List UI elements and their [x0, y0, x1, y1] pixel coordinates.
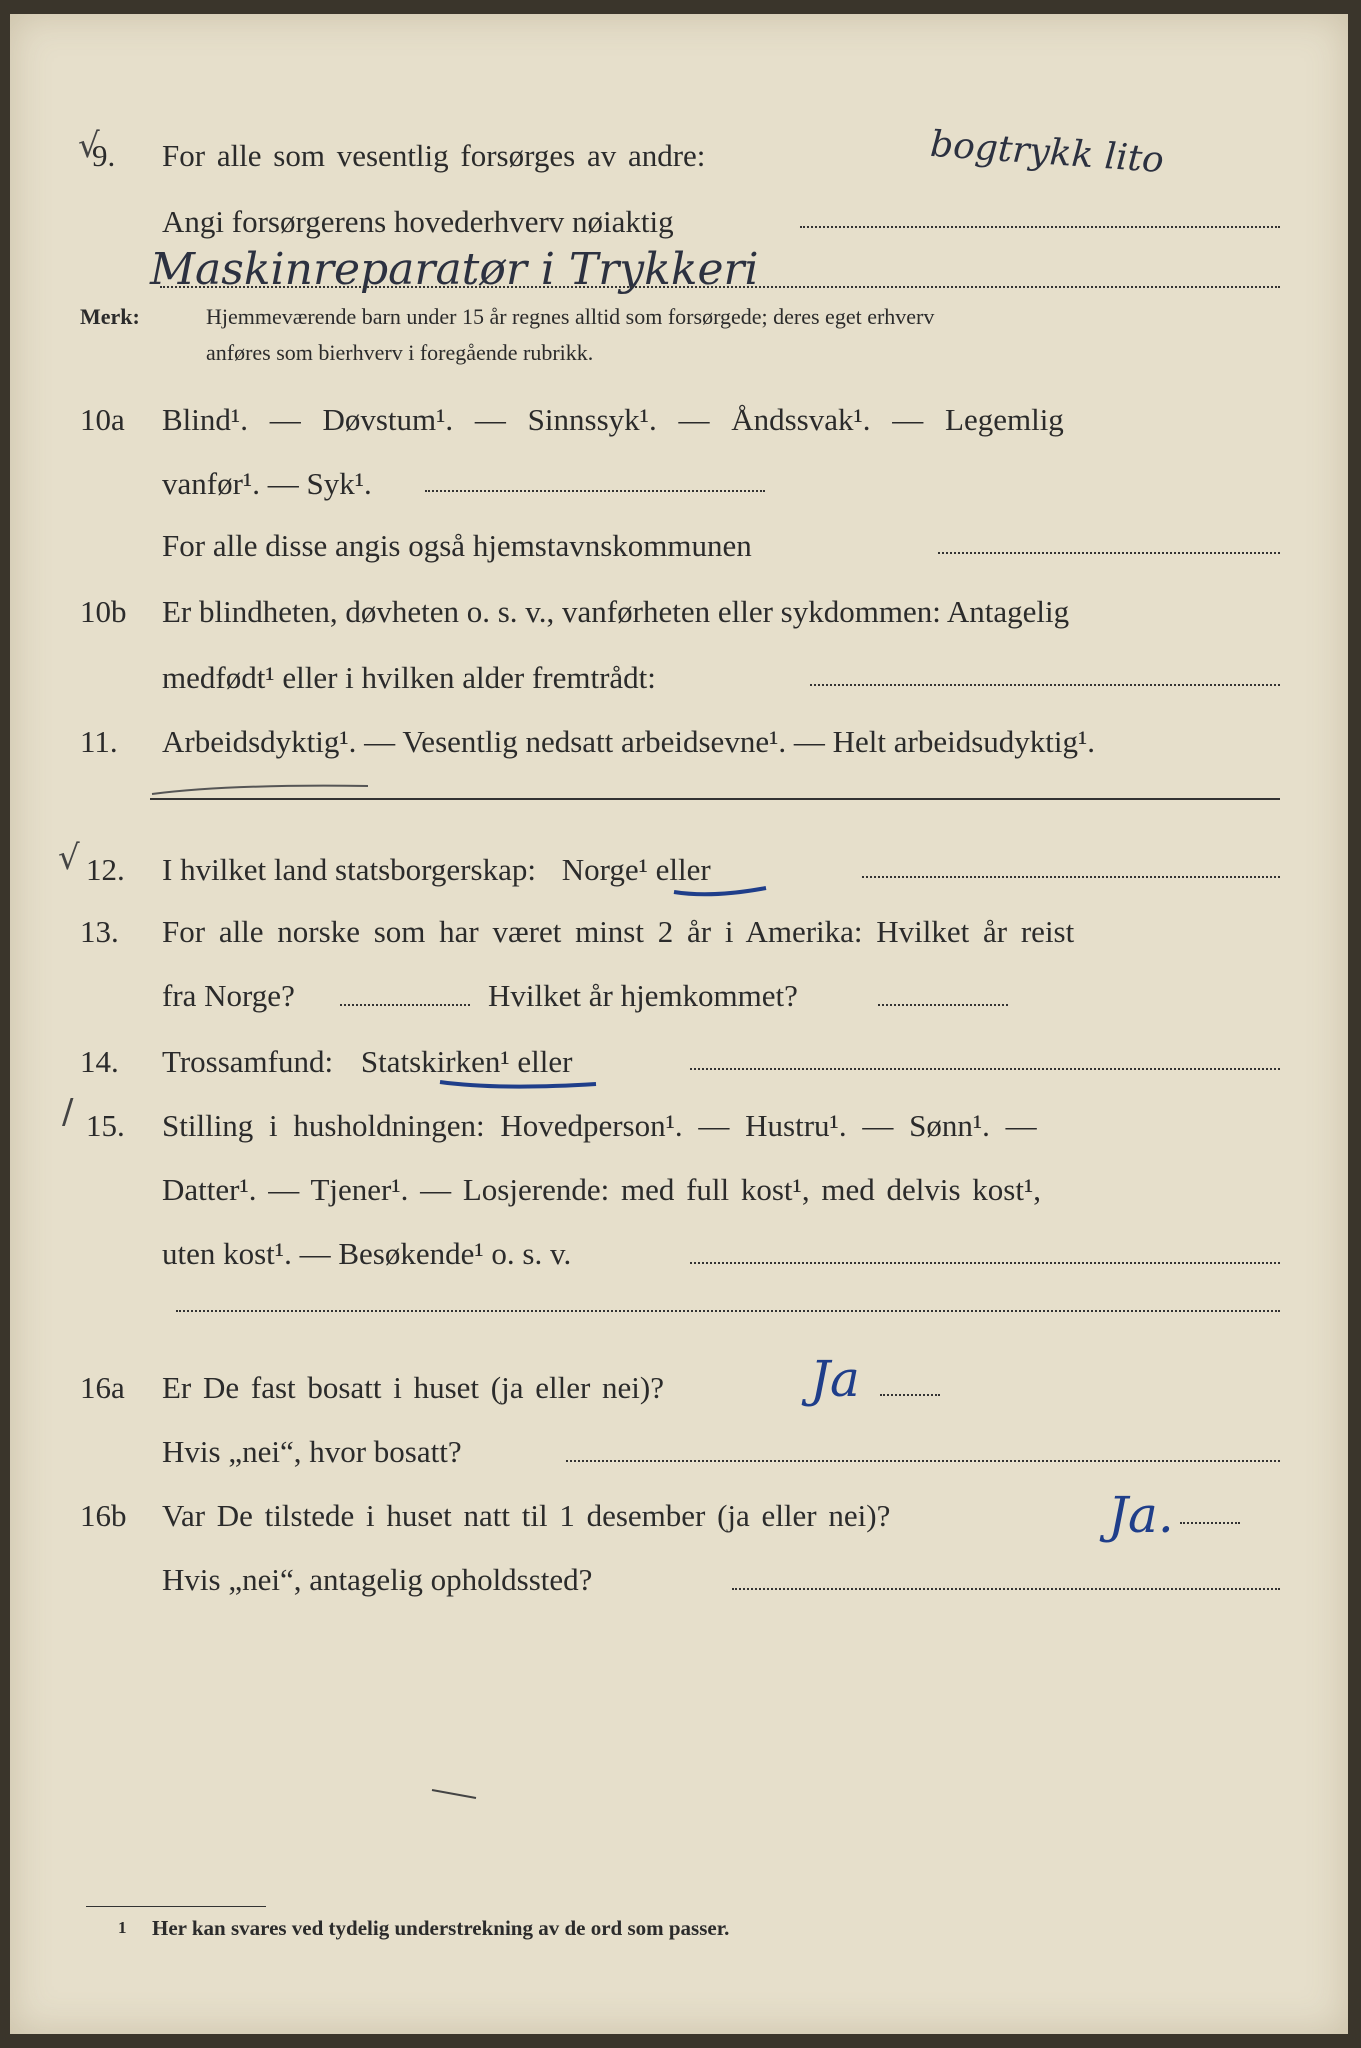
- q15-line1: Stilling i husholdningen: Hovedperson¹. — Hustru¹. — Sønn¹. —: [162, 1108, 1037, 1143]
- q14-answer-line: [690, 1068, 1280, 1070]
- section-divider-1: [150, 798, 1280, 800]
- stray-pencil-mark: [430, 1788, 480, 1800]
- q14-suffix: ¹ eller: [500, 1044, 573, 1079]
- q10a-answer-line: [425, 490, 765, 492]
- q10a-line3: For alle disse angis også hjemstavnskommunen: [162, 528, 752, 563]
- q13-left-year-line: [340, 1004, 470, 1006]
- q13-line1: For alle norske som har været minst 2 år i Amerika: Hvilket år reist: [162, 914, 1075, 949]
- q10a-number: 10a: [80, 402, 125, 437]
- q14-blue-underline: [438, 1076, 598, 1092]
- q10b-answer-line: [810, 684, 1280, 686]
- q9-answer-dotted-line: [800, 226, 1280, 228]
- check-mark-12: √: [58, 838, 80, 878]
- q10b-number: 10b: [80, 594, 127, 629]
- q15-line2: Datter¹. — Tjener¹. — Losjerende: med full kost¹, med delvis kost¹,: [162, 1172, 1041, 1207]
- q9-handwritten-answer: Maskinreparatør i Trykkeri: [150, 244, 759, 295]
- q16a-answer-line: [880, 1394, 940, 1396]
- q16a-residence-line: [566, 1460, 1280, 1462]
- footnote-rule: [86, 1906, 266, 1907]
- q16a-line1: Er De fast bosatt i huset (ja eller nei)?: [162, 1370, 664, 1405]
- q16b-number: 16b: [80, 1498, 127, 1533]
- q11-number: 11.: [80, 724, 118, 759]
- q16b-answer-line: [1180, 1522, 1240, 1524]
- q12-answer-line: [862, 876, 1280, 878]
- merk-line1: Hjemmeværende barn under 15 år regnes alltid som forsørgede; deres eget erhverv: [206, 304, 935, 329]
- q16a-line2: Hvis „nei“, hvor bosatt?: [162, 1434, 462, 1469]
- footnote-text: Her kan svares ved tydelig understrekning av de ord som passer.: [152, 1916, 730, 1940]
- q12-answer-norge: Norge: [561, 852, 639, 887]
- q14-prefix: Trossamfund:: [162, 1044, 334, 1079]
- q12-prefix: I hvilket land statsborgerskap:: [162, 852, 536, 887]
- q14-answer-statskirken: Statskirken: [360, 1044, 501, 1079]
- q13-number: 13.: [80, 914, 119, 949]
- q9-answer-line: [160, 286, 1280, 288]
- q16b-line2: Hvis „nei“, antagelig opholdssted?: [162, 1562, 593, 1597]
- section-divider-2: [176, 1310, 1280, 1312]
- q16b-line1: Var De tilstede i huset natt til 1 desember (ja eller nei)?: [162, 1498, 891, 1533]
- check-mark-9: √: [78, 126, 100, 166]
- q9-handwritten-note: bogtrykk lito: [928, 123, 1166, 182]
- q12-line: [162, 852, 711, 888]
- footnote-mark: 1: [118, 1918, 127, 1937]
- q16b-location-line: [732, 1588, 1280, 1590]
- q15-line3: uten kost¹. — Besøkende¹ o. s. v.: [162, 1236, 572, 1271]
- q12-suffix: ¹ eller: [638, 852, 711, 887]
- q16a-number: 16a: [80, 1370, 125, 1405]
- q9-line2: Angi forsørgerens hovederhverv nøiaktig: [162, 204, 674, 239]
- q10b-line2: medfødt¹ eller i hvilken alder fremtrådt:: [162, 660, 656, 695]
- q10b-line1: Er blindheten, døvheten o. s. v., vanførheten eller sykdommen: Antagelig: [162, 594, 1070, 629]
- q10a-line2: vanfør¹. — Syk¹.: [162, 466, 372, 501]
- merk-label: Merk:: [80, 304, 140, 329]
- q15-number: 15.: [86, 1108, 125, 1143]
- q10a-line1: Blind¹. — Døvstum¹. — Sinnssyk¹. — Åndssvak¹. — Legemlig: [162, 402, 1064, 437]
- check-mark-15: /: [62, 1092, 74, 1132]
- q13-line2a: fra Norge?: [162, 978, 295, 1013]
- q10a-hometown-line: [938, 552, 1280, 554]
- q9-line1: For alle som vesentlig forsørges av andre:: [162, 138, 706, 173]
- q15-answer-line: [690, 1262, 1280, 1264]
- q9-number: 9.: [92, 138, 116, 173]
- q12-number: 12.: [86, 852, 125, 887]
- q12-blue-underline: [672, 884, 768, 900]
- q11-pencil-stroke: [150, 780, 370, 800]
- q16a-handwritten-answer: Ja: [810, 1350, 860, 1408]
- census-form-page: [10, 14, 1348, 2034]
- q13-return-year-line: [878, 1004, 1008, 1006]
- q14-number: 14.: [80, 1044, 119, 1079]
- q13-line2b: Hvilket år hjemkommet?: [488, 978, 798, 1013]
- q14-line: [162, 1044, 572, 1080]
- q11-line1: Arbeidsdyktig¹. — Vesentlig nedsatt arbeidsevne¹. — Helt arbeidsudyktig¹.: [162, 724, 1096, 759]
- merk-line2: anføres som bierhverv i foregående rubrikk.: [206, 340, 594, 365]
- q16b-handwritten-answer: Ja.: [1108, 1486, 1174, 1544]
